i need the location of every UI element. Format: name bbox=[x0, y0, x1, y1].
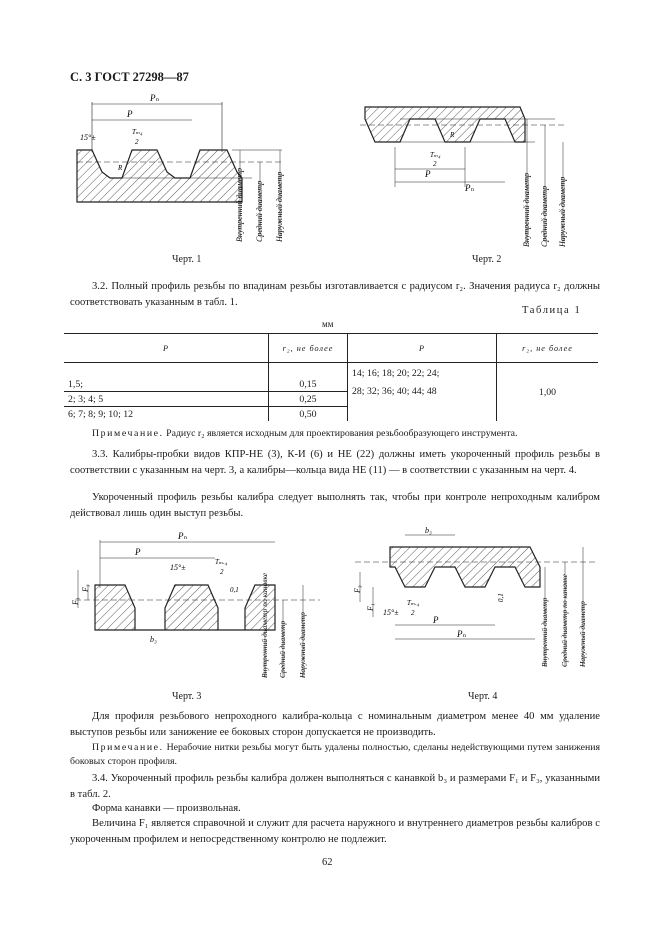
fig4-caption: Черт. 4 bbox=[468, 691, 498, 702]
f4-ph: Pₙ bbox=[457, 629, 467, 639]
para-after-figures: Для профиля резьбового непроходного калибра-кольца с номинальным диаметром менее 40 мм удаление выступов резьбы или занижение ее боковых сторон допускается не производить. bbox=[70, 711, 600, 738]
row1-p: 1,5; bbox=[64, 377, 269, 392]
fig2-caption: Черт. 2 bbox=[472, 254, 502, 265]
f3-r: 0,1 bbox=[230, 586, 239, 594]
figure-1 bbox=[72, 92, 302, 252]
para-3-4b: Форма канавки — произвольная. bbox=[92, 803, 241, 814]
f4-t: Tₘ.₄ bbox=[407, 599, 420, 607]
th-r-left: r₂, не более bbox=[269, 334, 348, 363]
f1-dout: Наружный диаметр bbox=[275, 171, 284, 242]
f3-dout: Наружный диаметр bbox=[298, 612, 307, 678]
f1-angle: 15°± bbox=[80, 133, 96, 142]
f3-din: Внутренний диаметр по канавке bbox=[260, 572, 269, 678]
f1-t: Tₘ₄ bbox=[132, 128, 143, 136]
note-1 bbox=[92, 427, 602, 441]
th-p-left: P bbox=[64, 334, 269, 363]
note2-lead: Примечание. bbox=[92, 742, 164, 753]
f1-half: 2 bbox=[135, 138, 139, 146]
f2-dout: Наружный диаметр bbox=[558, 176, 567, 247]
para-3-4: 3.4. Укороченный профиль резьбы калибра должен выполняться с канавкой b₃ и размерами F₁ и F₃, указанными в табл. 2. bbox=[70, 773, 600, 800]
f4-f3: F₃ bbox=[353, 585, 362, 593]
f4-b3: b₃ bbox=[425, 527, 432, 535]
figure-4 bbox=[345, 527, 605, 677]
th-r-right: r₂, не более bbox=[497, 334, 599, 363]
f3-ph: Pₙ bbox=[178, 531, 188, 541]
f2-dmid: Средний диаметр bbox=[540, 185, 549, 247]
note1-text: Радиус r₂ является исходным для проектирования резьбообразующего инструмента. bbox=[166, 428, 518, 439]
f3-f3: F₃ bbox=[81, 584, 90, 592]
para-3-3b: Укороченный профиль резьбы калибра следует выполнять так, чтобы при контроле непроходным калибром действовал лишь один выступ резьбы. bbox=[70, 492, 600, 519]
f3-f1: F₁ bbox=[71, 597, 80, 605]
row1-r: 0,15 bbox=[269, 377, 348, 392]
right-r: 1,00 bbox=[538, 386, 557, 398]
f2-din: Внутренний диаметр bbox=[522, 172, 531, 247]
note-2 bbox=[70, 741, 600, 769]
note2-text: Нерабочие нитки резьбы могут быть удалены полностью, сделаны недействующими путем занижения боковых сторон профиля. bbox=[70, 742, 600, 767]
f4-din: Внутренний диаметр bbox=[540, 597, 549, 667]
f3-dmid: Средний диаметр bbox=[278, 620, 287, 678]
para-3-4c: Величина F₁ является справочной и служит для расчета наружного и внутреннего диаметров резьбы калибров с укороченным профилем и непосредственному контролю не подлежит. bbox=[70, 818, 600, 845]
f2-half: 2 bbox=[433, 160, 437, 168]
f2-t: Tₘ₄ bbox=[430, 151, 441, 159]
row2-r: 0,25 bbox=[269, 392, 348, 407]
f1-p: P bbox=[127, 109, 133, 119]
f2-p: P bbox=[425, 169, 431, 179]
right-p-2: 28; 32; 36; 40; 44; 48 bbox=[352, 386, 437, 397]
figure-3 bbox=[70, 530, 320, 680]
fig1-caption: Черт. 1 bbox=[172, 254, 202, 265]
figure-2 bbox=[355, 97, 585, 257]
th-p-right: P bbox=[348, 334, 497, 363]
f4-half: 2 bbox=[411, 609, 415, 617]
fig3-caption: Черт. 3 bbox=[172, 691, 202, 702]
f4-r: 0,1 bbox=[497, 593, 505, 602]
row3-p: 6; 7; 8; 9; 10; 12 bbox=[64, 407, 269, 422]
f3-p: P bbox=[135, 547, 141, 557]
f4-p: P bbox=[433, 615, 439, 625]
f4-angle: 15°± bbox=[383, 608, 399, 617]
note1-lead: Примечание. bbox=[92, 428, 164, 439]
f3-b3: b₃ bbox=[150, 635, 157, 644]
page-number: 62 bbox=[322, 857, 333, 868]
row3-r: 0,50 bbox=[269, 407, 348, 422]
f2-r: R bbox=[450, 131, 455, 139]
table-1 bbox=[64, 333, 598, 421]
f1-din: Внутренний диаметр bbox=[235, 167, 244, 242]
table1-title: Таблица 1 bbox=[522, 305, 582, 316]
f3-angle: 15°± bbox=[170, 563, 186, 572]
table1-unit: мм bbox=[322, 319, 334, 329]
f1-r: R bbox=[118, 164, 123, 172]
f2-ph: Pₙ bbox=[465, 183, 475, 193]
right-p-1: 14; 16; 18; 20; 22; 24; bbox=[352, 368, 440, 379]
f1-ph: Pₙ bbox=[150, 93, 160, 103]
para-3-2: 3.2. Полный профиль резьбы по впадинам резьбы изготавливается с радиусом r₂. Значения радиуса r₂ должны соответствовать указанным в табл. 1. bbox=[70, 281, 600, 308]
row2-p: 2; 3; 4; 5 bbox=[64, 392, 269, 407]
f4-dout: Наружный диаметр bbox=[578, 601, 587, 667]
f4-dmid: Средний диаметр по канавке bbox=[560, 574, 569, 667]
f3-t: Tₘ.₄ bbox=[215, 558, 228, 566]
para-3-3: 3.3. Калибры-пробки видов КПР-НЕ (3), К-И (6) и НЕ (22) должны иметь укороченный профиль резьбы в соответствии с указанным на черт. 3, а калибры—кольца вида НЕ (11) — в соответствии с указанным на черт. 4. bbox=[70, 449, 600, 476]
f3-half: 2 bbox=[220, 568, 224, 576]
page-header: С. 3 ГОСТ 27298—87 bbox=[70, 70, 189, 84]
f1-dmid: Средний диаметр bbox=[255, 180, 264, 242]
f4-f1: F₁ bbox=[366, 603, 375, 611]
